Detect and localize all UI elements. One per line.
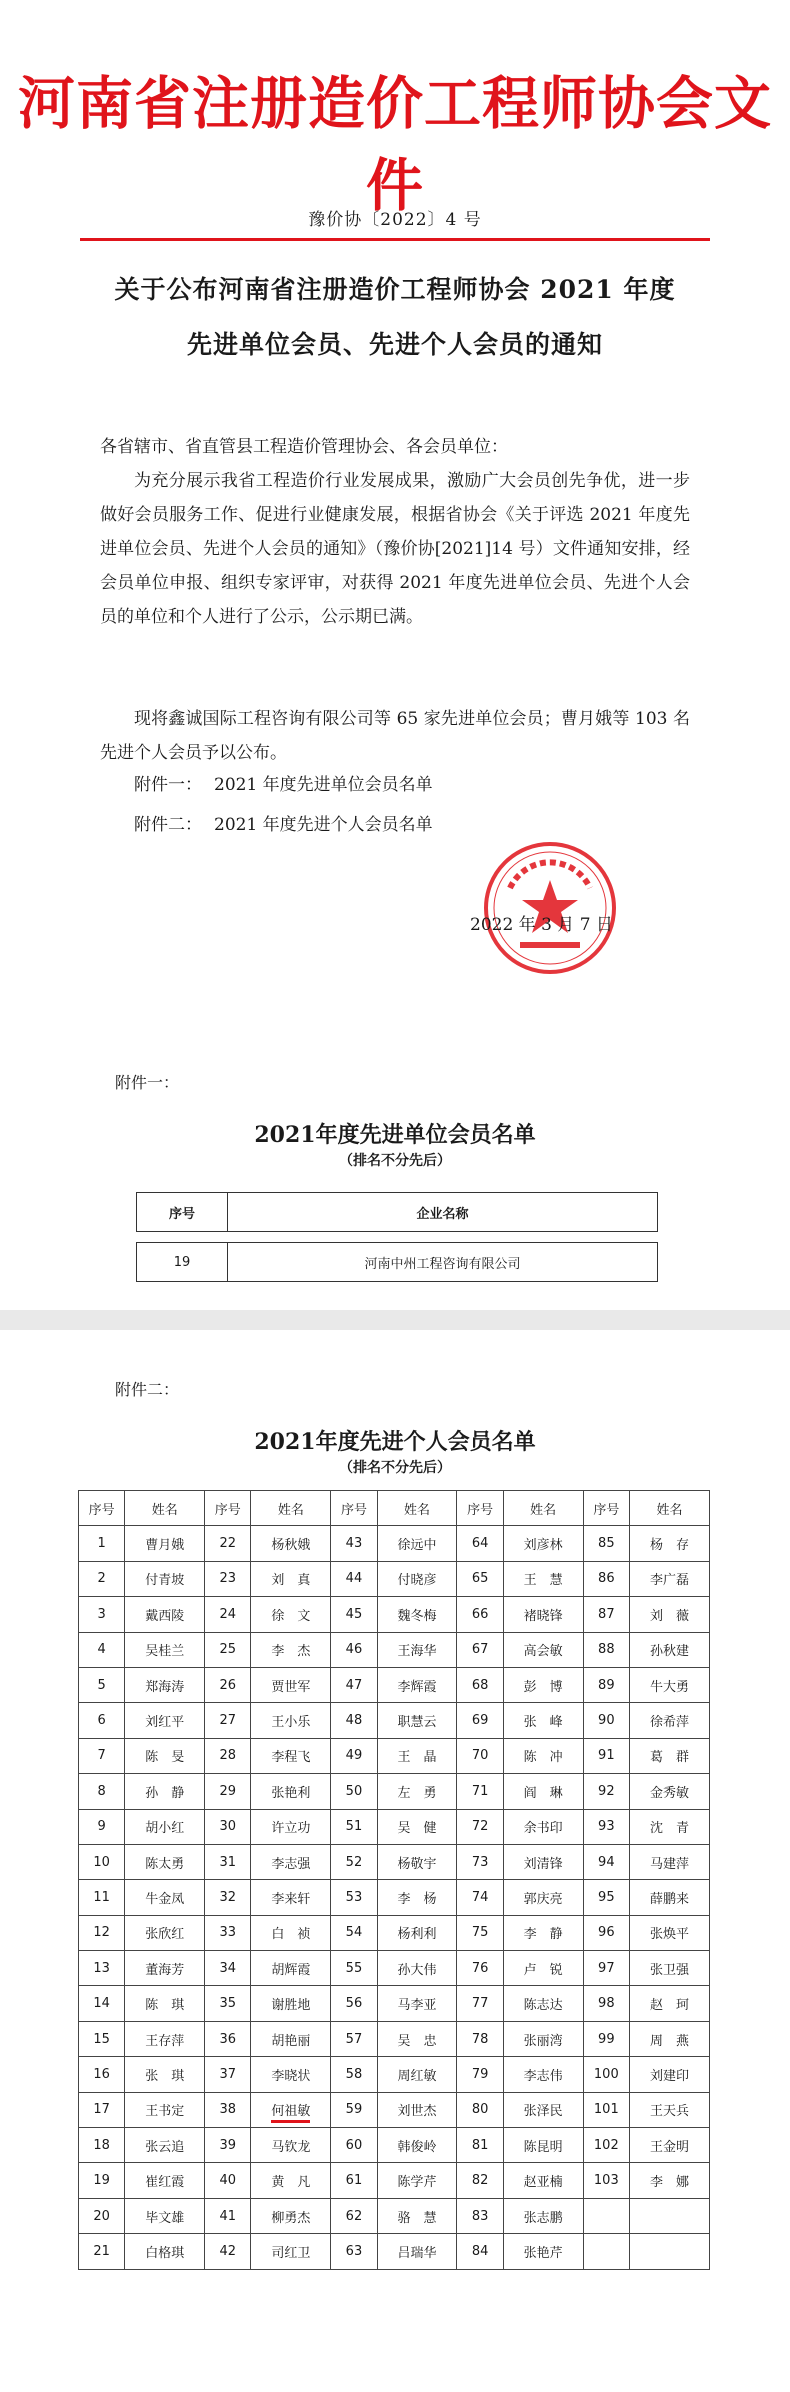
member-serial-number: 55 xyxy=(331,1951,377,1986)
table-row xyxy=(79,2057,710,2092)
member-serial-number: 28 xyxy=(205,1738,251,1773)
member-serial-number: 64 xyxy=(457,1526,503,1561)
member-serial-number: 52 xyxy=(331,1844,377,1879)
attachment-2-text: 2021 年度先进个人会员名单 xyxy=(214,815,433,835)
member-serial-number: 19 xyxy=(79,2163,125,2198)
table-row xyxy=(79,1597,710,1632)
member-name: 李志强 xyxy=(251,1844,331,1879)
member-serial-number: 56 xyxy=(331,1986,377,2021)
member-serial-number: 58 xyxy=(331,2057,377,2092)
member-serial-number: 72 xyxy=(457,1809,503,1844)
member-serial-number: 79 xyxy=(457,2057,503,2092)
table-header-row xyxy=(79,1491,710,1526)
header-serial-number: 序号 xyxy=(137,1193,228,1232)
member-name: 白格琪 xyxy=(125,2234,205,2269)
table-row xyxy=(79,1703,710,1738)
member-serial-number: 60 xyxy=(331,2128,377,2163)
member-serial-number: 80 xyxy=(457,2092,503,2127)
member-name: 王小乐 xyxy=(251,1703,331,1738)
member-name: 陈志达 xyxy=(503,1986,583,2021)
table-row xyxy=(79,2128,710,2163)
member-serial-number: 34 xyxy=(205,1951,251,1986)
member-name: 许立功 xyxy=(251,1809,331,1844)
member-serial-number: 61 xyxy=(331,2163,377,2198)
member-serial-number: 96 xyxy=(583,1915,630,1950)
member-name: 左 勇 xyxy=(377,1774,457,1809)
individual-members-table xyxy=(78,1490,710,2270)
member-name: 马李亚 xyxy=(377,1986,457,2021)
attachment-2-label: 附件二： xyxy=(134,815,202,835)
member-serial-number: 24 xyxy=(205,1597,251,1632)
member-serial-number: 71 xyxy=(457,1774,503,1809)
member-name: 张卫强 xyxy=(630,1951,710,1986)
member-name: 刘建印 xyxy=(630,2057,710,2092)
member-serial-number: 70 xyxy=(457,1738,503,1773)
member-serial-number: 15 xyxy=(79,2021,125,2056)
member-serial-number: 48 xyxy=(331,1703,377,1738)
table-row xyxy=(137,1243,658,1282)
member-name xyxy=(630,2234,710,2269)
member-serial-number: 91 xyxy=(583,1738,630,1773)
header-name: 姓名 xyxy=(125,1491,205,1526)
member-serial-number: 26 xyxy=(205,1667,251,1702)
member-serial-number: 76 xyxy=(457,1951,503,1986)
member-serial-number: 38 xyxy=(205,2092,251,2127)
member-serial-number: 75 xyxy=(457,1915,503,1950)
member-name: 葛 群 xyxy=(630,1738,710,1773)
header-serial-number: 序号 xyxy=(457,1491,503,1526)
member-name: 郭庆亮 xyxy=(503,1880,583,1915)
header-serial-number: 序号 xyxy=(331,1491,377,1526)
member-name: 张 琪 xyxy=(125,2057,205,2092)
member-name: 贾世军 xyxy=(251,1667,331,1702)
member-serial-number: 50 xyxy=(331,1774,377,1809)
member-serial-number: 29 xyxy=(205,1774,251,1809)
member-serial-number: 23 xyxy=(205,1561,251,1596)
table-row xyxy=(79,1561,710,1596)
document-date: 2022 年 3 月 7 日 xyxy=(470,915,613,935)
member-serial-number: 2 xyxy=(79,1561,125,1596)
member-serial-number: 57 xyxy=(331,2021,377,2056)
member-name: 杨利利 xyxy=(377,1915,457,1950)
member-name: 王金明 xyxy=(630,2128,710,2163)
document-header-title: 河南省注册造价工程师协会文件 xyxy=(18,71,772,219)
member-name: 白 祯 xyxy=(251,1915,331,1950)
member-serial-number: 5 xyxy=(79,1667,125,1702)
member-name: 徐希萍 xyxy=(630,1703,710,1738)
member-name: 刘红平 xyxy=(125,1703,205,1738)
member-serial-number: 69 xyxy=(457,1703,503,1738)
member-name: 司红卫 xyxy=(251,2234,331,2269)
member-serial-number: 4 xyxy=(79,1632,125,1667)
appendix-2-subtitle: （排名不分先后） xyxy=(339,1460,451,1476)
member-name: 郑海涛 xyxy=(125,1667,205,1702)
member-serial-number: 9 xyxy=(79,1809,125,1844)
member-name: 付晓彦 xyxy=(377,1561,457,1596)
member-serial-number: 101 xyxy=(583,2092,630,2127)
member-serial-number: 95 xyxy=(583,1880,630,1915)
greeting xyxy=(100,430,690,464)
member-serial-number: 49 xyxy=(331,1738,377,1773)
member-name: 李 娜 xyxy=(630,2163,710,2198)
member-name: 毕文雄 xyxy=(125,2198,205,2233)
table-row xyxy=(79,2021,710,2056)
member-name: 赵 珂 xyxy=(630,1986,710,2021)
member-name: 职慧云 xyxy=(377,1703,457,1738)
member-name: 陈昆明 xyxy=(503,2128,583,2163)
member-name: 金秀敏 xyxy=(630,1774,710,1809)
member-name: 王书定 xyxy=(125,2092,205,2127)
member-serial-number: 32 xyxy=(205,1880,251,1915)
member-name: 李 静 xyxy=(503,1915,583,1950)
member-serial-number: 21 xyxy=(79,2234,125,2269)
member-serial-number: 22 xyxy=(205,1526,251,1561)
member-name: 周 燕 xyxy=(630,2021,710,2056)
member-name: 卢 锐 xyxy=(503,1951,583,1986)
member-name: 崔红霞 xyxy=(125,2163,205,2198)
table-row xyxy=(79,1880,710,1915)
header-serial-number: 序号 xyxy=(205,1491,251,1526)
member-serial-number: 100 xyxy=(583,2057,630,2092)
member-name: 徐 文 xyxy=(251,1597,331,1632)
member-serial-number: 59 xyxy=(331,2092,377,2127)
member-name: 刘清锋 xyxy=(503,1844,583,1879)
member-serial-number: 7 xyxy=(79,1738,125,1773)
member-name: 李 杰 xyxy=(251,1632,331,1667)
member-name: 张艳芹 xyxy=(503,2234,583,2269)
member-serial-number: 54 xyxy=(331,1915,377,1950)
table-row xyxy=(79,1526,710,1561)
member-name: 马建萍 xyxy=(630,1844,710,1879)
member-name: 付青坡 xyxy=(125,1561,205,1596)
member-name: 李来轩 xyxy=(251,1880,331,1915)
member-serial-number: 11 xyxy=(79,1880,125,1915)
member-name: 孙秋建 xyxy=(630,1632,710,1667)
member-name: 周红敏 xyxy=(377,2057,457,2092)
member-serial-number: 20 xyxy=(79,2198,125,2233)
member-serial-number: 99 xyxy=(583,2021,630,2056)
unit-company-name: 河南中州工程咨询有限公司 xyxy=(228,1243,658,1282)
member-serial-number: 47 xyxy=(331,1667,377,1702)
member-serial-number: 27 xyxy=(205,1703,251,1738)
attachment-2-line xyxy=(134,810,433,835)
header-company-name: 企业名称 xyxy=(228,1193,658,1232)
member-name: 张欣红 xyxy=(125,1915,205,1950)
member-name: 谢胜地 xyxy=(251,1986,331,2021)
member-name: 吕瑞华 xyxy=(377,2234,457,2269)
header-name: 姓名 xyxy=(503,1491,583,1526)
member-serial-number: 82 xyxy=(457,2163,503,2198)
member-serial-number: 10 xyxy=(79,1844,125,1879)
member-serial-number: 16 xyxy=(79,2057,125,2092)
attachment-1-line xyxy=(134,770,433,795)
member-name: 戴西陵 xyxy=(125,1597,205,1632)
member-name: 高会敏 xyxy=(503,1632,583,1667)
member-name: 王 慧 xyxy=(503,1561,583,1596)
member-name: 李晓状 xyxy=(251,2057,331,2092)
appendix-1-label: 附件一： xyxy=(115,1073,180,1092)
member-name: 刘 真 xyxy=(251,1561,331,1596)
member-name: 陈 旻 xyxy=(125,1738,205,1773)
table-row xyxy=(79,2234,710,2269)
member-name: 吴桂兰 xyxy=(125,1632,205,1667)
table-row xyxy=(79,1809,710,1844)
member-name: 骆 慧 xyxy=(377,2198,457,2233)
table-row xyxy=(79,2163,710,2198)
header-serial-number: 序号 xyxy=(583,1491,630,1526)
member-name: 吴 忠 xyxy=(377,2021,457,2056)
member-serial-number xyxy=(583,2234,630,2269)
member-serial-number: 18 xyxy=(79,2128,125,2163)
member-serial-number: 94 xyxy=(583,1844,630,1879)
member-name: 李程飞 xyxy=(251,1738,331,1773)
member-name: 杨敬宇 xyxy=(377,1844,457,1879)
member-name: 陈 冲 xyxy=(503,1738,583,1773)
member-serial-number: 73 xyxy=(457,1844,503,1879)
header-name: 姓名 xyxy=(377,1491,457,1526)
attachment-1-label: 附件一： xyxy=(134,775,202,795)
member-serial-number: 41 xyxy=(205,2198,251,2233)
greeting-text: 各省辖市、省直管县工程造价管理协会、各会员单位： xyxy=(100,437,508,457)
member-serial-number: 31 xyxy=(205,1844,251,1879)
paragraph-1 xyxy=(100,464,690,634)
header-name: 姓名 xyxy=(251,1491,331,1526)
member-serial-number: 77 xyxy=(457,1986,503,2021)
member-serial-number: 97 xyxy=(583,1951,630,1986)
member-serial-number: 84 xyxy=(457,2234,503,2269)
member-name: 陈太勇 xyxy=(125,1844,205,1879)
member-serial-number: 44 xyxy=(331,1561,377,1596)
member-name: 褚晓锋 xyxy=(503,1597,583,1632)
appendix-2-label: 附件二： xyxy=(115,1380,180,1399)
member-name: 李广磊 xyxy=(630,1561,710,1596)
member-name: 张焕平 xyxy=(630,1915,710,1950)
member-name: 吴 健 xyxy=(377,1809,457,1844)
member-serial-number: 103 xyxy=(583,2163,630,2198)
member-name: 张云追 xyxy=(125,2128,205,2163)
member-serial-number: 74 xyxy=(457,1880,503,1915)
member-name: 徐远中 xyxy=(377,1526,457,1561)
member-name: 李志伟 xyxy=(503,2057,583,2092)
member-name: 柳勇杰 xyxy=(251,2198,331,2233)
member-serial-number: 65 xyxy=(457,1561,503,1596)
table-row xyxy=(79,1844,710,1879)
member-name: 韩俊岭 xyxy=(377,2128,457,2163)
table-row xyxy=(79,1667,710,1702)
member-serial-number: 6 xyxy=(79,1703,125,1738)
member-serial-number xyxy=(583,2198,630,2233)
member-serial-number: 67 xyxy=(457,1632,503,1667)
member-serial-number: 36 xyxy=(205,2021,251,2056)
unit-table-header xyxy=(136,1192,658,1232)
unit-serial-number: 19 xyxy=(137,1243,228,1282)
member-serial-number: 53 xyxy=(331,1880,377,1915)
table-row xyxy=(79,1951,710,1986)
member-name: 牛金凤 xyxy=(125,1880,205,1915)
notice-title-line2: 先进单位会员、先进个人会员的通知 xyxy=(186,330,603,359)
member-serial-number: 68 xyxy=(457,1667,503,1702)
member-serial-number: 17 xyxy=(79,2092,125,2127)
member-serial-number: 46 xyxy=(331,1632,377,1667)
member-name: 张 峰 xyxy=(503,1703,583,1738)
member-name: 董海芳 xyxy=(125,1951,205,1986)
member-serial-number: 45 xyxy=(331,1597,377,1632)
member-name: 阎 琳 xyxy=(503,1774,583,1809)
member-serial-number: 30 xyxy=(205,1809,251,1844)
document-number: 豫价协〔2022〕4 号 xyxy=(308,210,482,230)
official-seal-icon xyxy=(480,838,620,978)
member-name: 杨 存 xyxy=(630,1526,710,1561)
member-serial-number: 8 xyxy=(79,1774,125,1809)
attachment-1-text: 2021 年度先进单位会员名单 xyxy=(214,775,433,795)
member-name: 彭 博 xyxy=(503,1667,583,1702)
member-name: 赵亚楠 xyxy=(503,2163,583,2198)
member-serial-number: 33 xyxy=(205,1915,251,1950)
member-serial-number: 78 xyxy=(457,2021,503,2056)
member-name: 张泽民 xyxy=(503,2092,583,2127)
table-row xyxy=(79,1738,710,1773)
member-name: 黄 凡 xyxy=(251,2163,331,2198)
member-serial-number: 88 xyxy=(583,1632,630,1667)
table-row xyxy=(79,1915,710,1950)
member-name: 李 杨 xyxy=(377,1880,457,1915)
member-serial-number: 66 xyxy=(457,1597,503,1632)
member-name: 陈 琪 xyxy=(125,1986,205,2021)
member-name: 张艳利 xyxy=(251,1774,331,1809)
member-name xyxy=(630,2198,710,2233)
member-serial-number: 98 xyxy=(583,1986,630,2021)
member-name: 孙大伟 xyxy=(377,1951,457,1986)
member-serial-number: 92 xyxy=(583,1774,630,1809)
table-row xyxy=(79,2092,710,2127)
member-name: 牛大勇 xyxy=(630,1667,710,1702)
member-name: 余书印 xyxy=(503,1809,583,1844)
member-name xyxy=(251,2092,331,2127)
member-serial-number: 43 xyxy=(331,1526,377,1561)
member-serial-number: 40 xyxy=(205,2163,251,2198)
member-serial-number: 83 xyxy=(457,2198,503,2233)
member-name: 张志鹏 xyxy=(503,2198,583,2233)
member-name: 杨秋娥 xyxy=(251,1526,331,1561)
member-name: 王 晶 xyxy=(377,1738,457,1773)
appendix-1-subtitle: （排名不分先后） xyxy=(339,1153,451,1169)
member-serial-number: 63 xyxy=(331,2234,377,2269)
member-serial-number: 14 xyxy=(79,1986,125,2021)
member-serial-number: 12 xyxy=(79,1915,125,1950)
member-name: 胡艳丽 xyxy=(251,2021,331,2056)
member-serial-number: 81 xyxy=(457,2128,503,2163)
table-row xyxy=(79,2198,710,2233)
header-divider xyxy=(80,238,710,241)
highlighted-member-name: 何祖敏 xyxy=(271,2104,310,2123)
member-name: 刘 薇 xyxy=(630,1597,710,1632)
member-name: 胡小红 xyxy=(125,1809,205,1844)
member-name: 王存萍 xyxy=(125,2021,205,2056)
member-name: 曹月娥 xyxy=(125,1526,205,1561)
table-row xyxy=(79,1986,710,2021)
member-name: 魏冬梅 xyxy=(377,1597,457,1632)
member-serial-number: 90 xyxy=(583,1703,630,1738)
member-serial-number: 62 xyxy=(331,2198,377,2233)
member-serial-number: 102 xyxy=(583,2128,630,2163)
member-name: 薛鹏来 xyxy=(630,1880,710,1915)
member-name: 张丽湾 xyxy=(503,2021,583,2056)
member-serial-number: 51 xyxy=(331,1809,377,1844)
member-serial-number: 89 xyxy=(583,1667,630,1702)
member-serial-number: 35 xyxy=(205,1986,251,2021)
member-name: 陈学芹 xyxy=(377,2163,457,2198)
member-name: 王海华 xyxy=(377,1632,457,1667)
member-name: 胡辉霞 xyxy=(251,1951,331,1986)
member-serial-number: 86 xyxy=(583,1561,630,1596)
member-serial-number: 1 xyxy=(79,1526,125,1561)
notice-title-line1: 关于公布河南省注册造价工程师协会 2021 年度 xyxy=(114,275,676,304)
header-serial-number: 序号 xyxy=(79,1491,125,1526)
paragraph-2 xyxy=(100,702,690,770)
member-name: 刘彦林 xyxy=(503,1526,583,1561)
paragraph-1-text: 为充分展示我省工程造价行业发展成果，激励广大会员创先争优，进一步做好会员服务工作、促进行业健康发展，根据省协会《关于评选 2021 年度先进单位会员、先进个人会员的通知》（豫价协[2021]14 号）文件通知安排，经会员单位申报、组织专家评审，对获得 2021 年度先进单位会员、先进个人会员的单位和个人进行了公示，公示期已满。 xyxy=(100,471,690,627)
member-name: 李辉霞 xyxy=(377,1667,457,1702)
unit-table xyxy=(136,1242,658,1282)
member-name: 孙 静 xyxy=(125,1774,205,1809)
member-serial-number: 42 xyxy=(205,2234,251,2269)
member-name: 刘世杰 xyxy=(377,2092,457,2127)
member-serial-number: 87 xyxy=(583,1597,630,1632)
paragraph-2-text: 现将鑫诚国际工程咨询有限公司等 65 家先进单位会员；曹月娥等 103 名先进个人会员予以公布。 xyxy=(100,709,690,763)
member-serial-number: 25 xyxy=(205,1632,251,1667)
member-serial-number: 85 xyxy=(583,1526,630,1561)
member-serial-number: 3 xyxy=(79,1597,125,1632)
appendix-2-title: 2021年度先进个人会员名单 xyxy=(254,1429,536,1455)
header-name: 姓名 xyxy=(630,1491,710,1526)
member-name: 王天兵 xyxy=(630,2092,710,2127)
member-name: 马钦龙 xyxy=(251,2128,331,2163)
table-row xyxy=(79,1774,710,1809)
table-row xyxy=(79,1632,710,1667)
member-serial-number: 93 xyxy=(583,1809,630,1844)
member-serial-number: 39 xyxy=(205,2128,251,2163)
member-serial-number: 37 xyxy=(205,2057,251,2092)
member-name: 沈 青 xyxy=(630,1809,710,1844)
appendix-1-title: 2021年度先进单位会员名单 xyxy=(254,1122,536,1148)
member-serial-number: 13 xyxy=(79,1951,125,1986)
